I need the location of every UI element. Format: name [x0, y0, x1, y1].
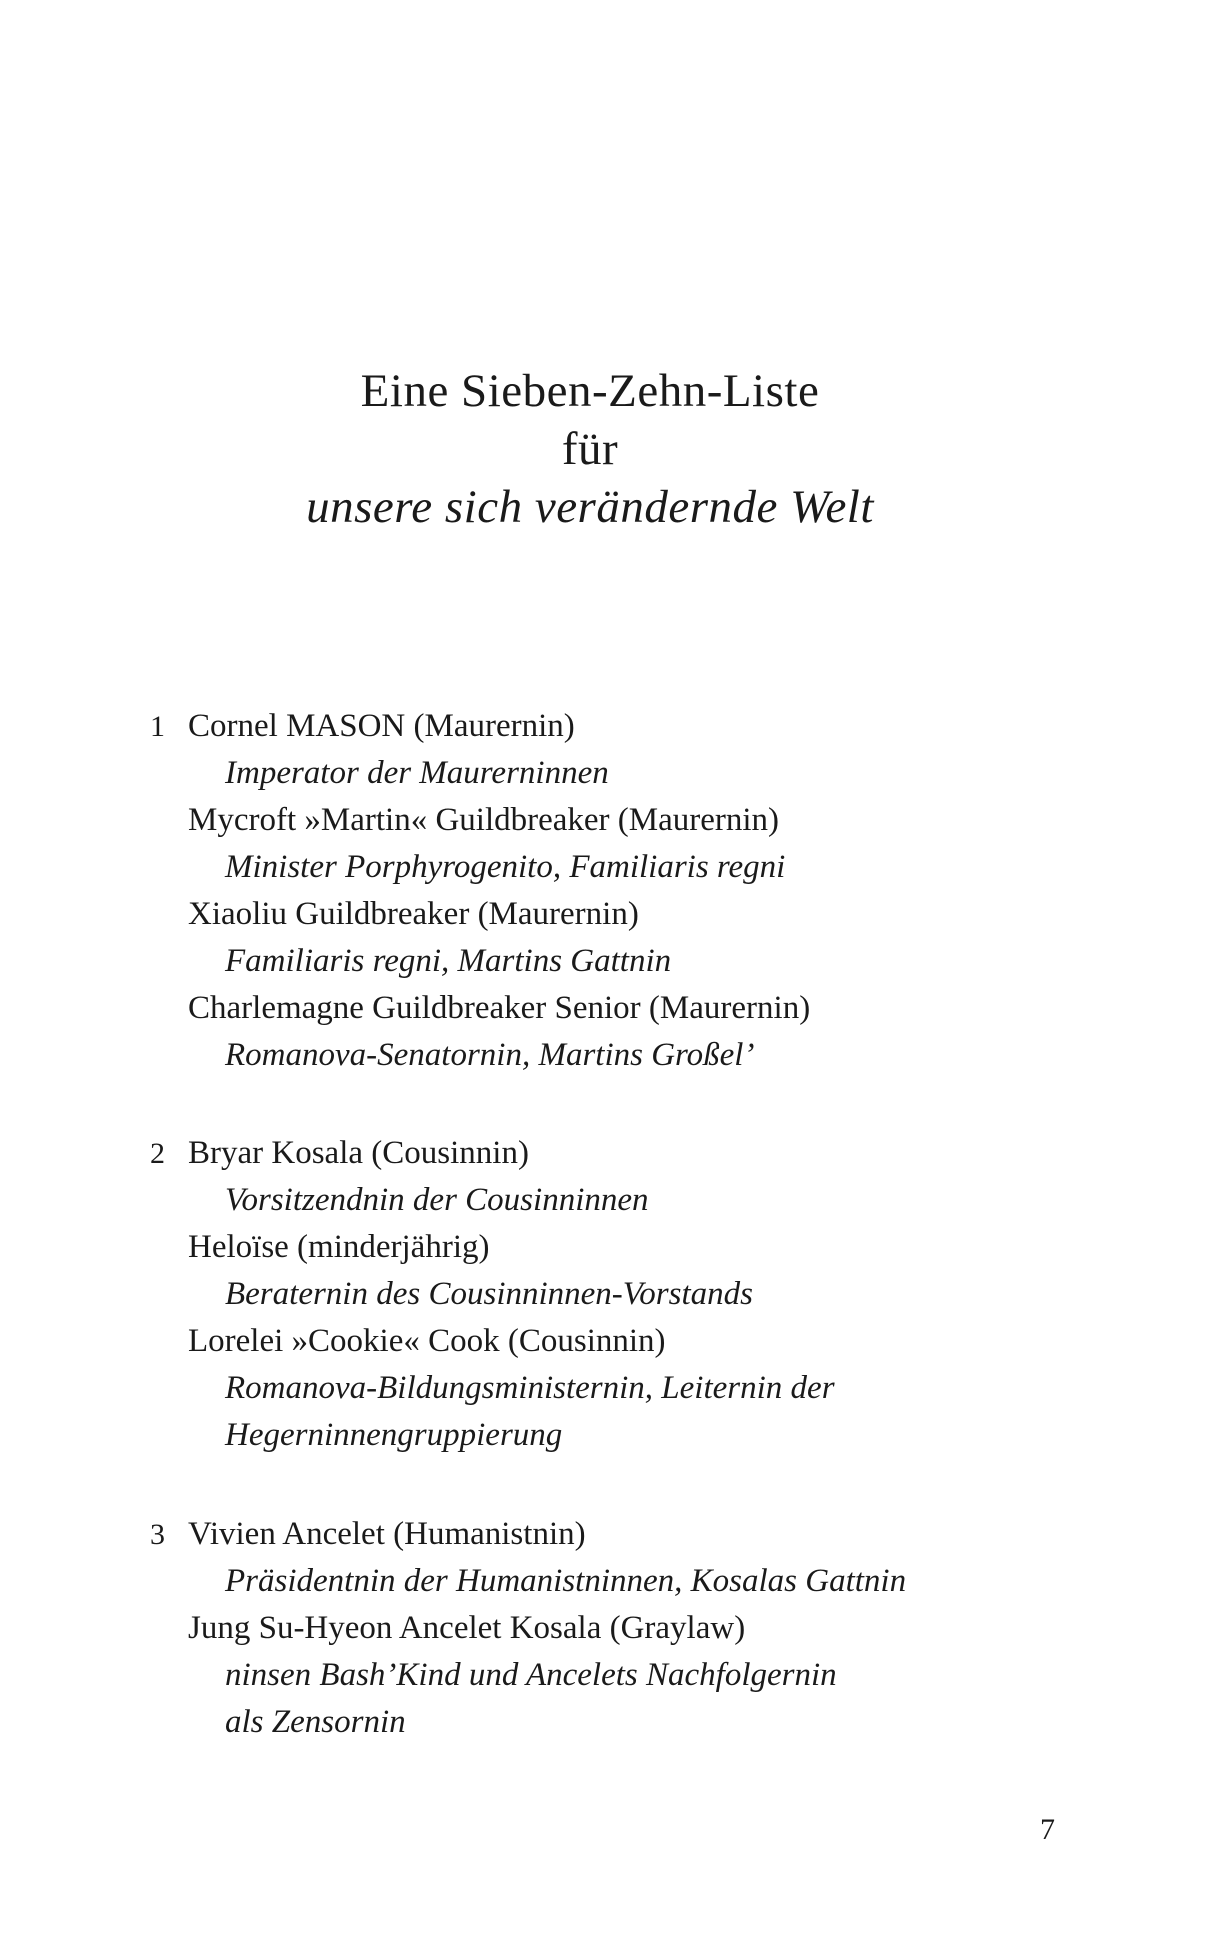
group-number: 2 [150, 1137, 165, 1170]
entry-role: Romanova-Bildungsministernin, Leiternin der [225, 1370, 835, 1406]
entry-role: Beraternin des Cousinninnen-Vorstands [225, 1276, 753, 1312]
group-number: 3 [150, 1518, 165, 1551]
entry-name: Mycroft »Martin« Guildbreaker (Maurernin) [188, 802, 780, 838]
entry-role: Minister Porphyrogenito, Familiaris regni [225, 849, 786, 885]
entry-role: als Zensornin [225, 1704, 406, 1740]
entry-role: Präsidentnin der Humanistninnen, Kosalas Gattnin [225, 1563, 907, 1599]
list-group-3 [150, 1511, 1150, 1746]
page-number: 7 [1040, 1813, 1055, 1846]
entry-name: Bryar Kosala (Cousinnin) [188, 1135, 529, 1171]
entry-name: Heloïse (minderjährig) [188, 1229, 490, 1265]
entry-role: ninsen Bash’Kind und Ancelets Nachfolgernin [225, 1657, 837, 1693]
entry-role: Imperator der Maurerninnen [225, 755, 609, 791]
entry-role: Hegerninnengruppierung [225, 1417, 563, 1453]
entry-role: Vorsitzendnin der Cousinninnen [225, 1182, 649, 1218]
title-line-2: für [561, 423, 619, 475]
entry-name: Vivien Ancelet (Humanistnin) [188, 1516, 586, 1552]
title-line-3: unsere sich verändernde Welt [306, 481, 874, 533]
title-line-1: Eine Sieben-Zehn-Liste [360, 365, 820, 417]
list-group-2 [150, 1130, 1150, 1459]
list-group-1 [150, 703, 1150, 1079]
entry-role: Familiaris regni, Martins Gattnin [225, 943, 672, 979]
chapter-title [0, 362, 1180, 536]
entry-name: Charlemagne Guildbreaker Senior (Maurernin) [188, 990, 811, 1026]
group-number: 1 [150, 710, 165, 743]
entry-name: Cornel MASON (Maurernin) [188, 708, 575, 744]
entry-name: Xiaoliu Guildbreaker (Maurernin) [188, 896, 639, 932]
entry-role: Romanova-Senatornin, Martins Großel’ [225, 1037, 755, 1073]
entry-name: Lorelei »Cookie« Cook (Cousinnin) [188, 1323, 666, 1359]
entry-name: Jung Su-Hyeon Ancelet Kosala (Graylaw) [188, 1610, 746, 1646]
